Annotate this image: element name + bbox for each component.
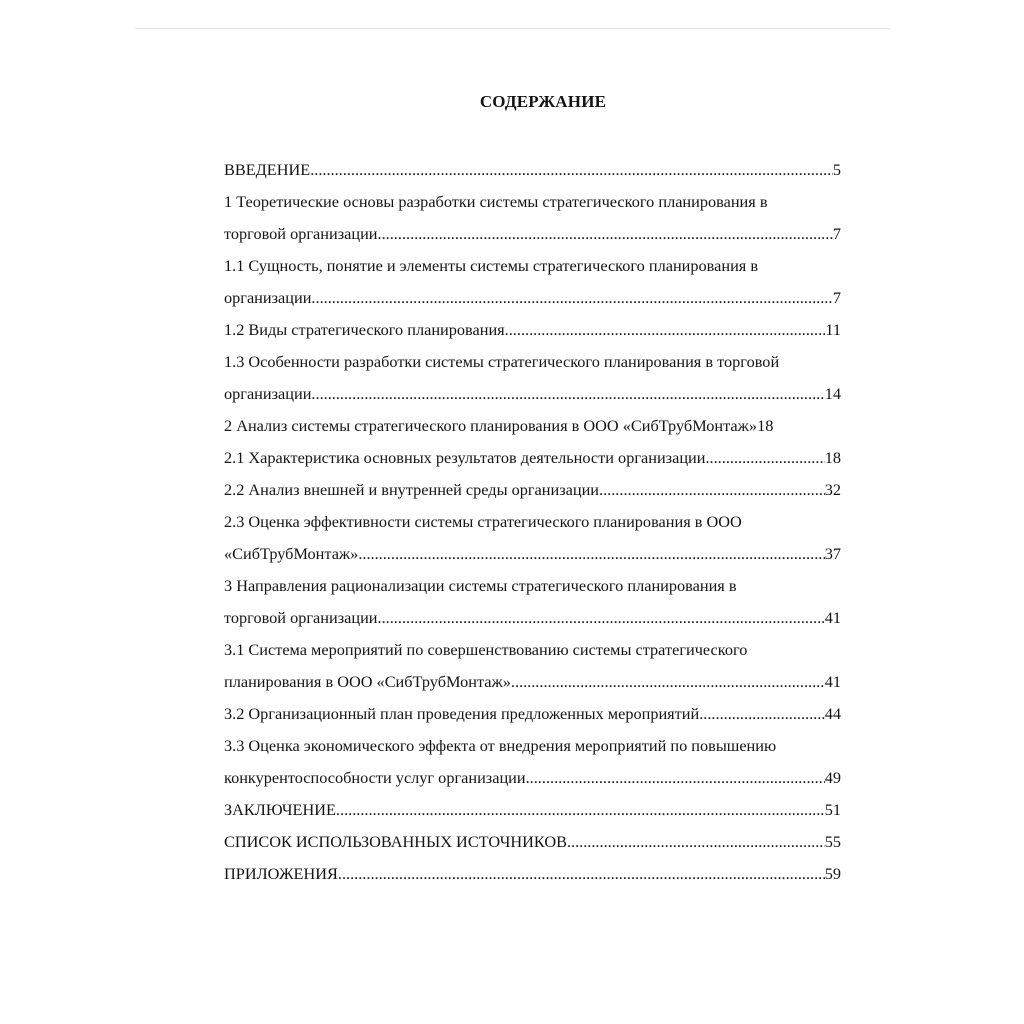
- toc-entry: [224, 378, 841, 410]
- toc-entry-line: 1 Теоретические основы разработки системы стратегического планирования в: [224, 192, 768, 211]
- toc-entry: [224, 442, 841, 474]
- toc-page-number: 11: [825, 320, 841, 339]
- toc-dot-leader: [526, 762, 825, 794]
- toc-entry-title: ЗАКЛЮЧЕНИЕ: [224, 800, 336, 819]
- toc-entry: [224, 698, 841, 730]
- toc-dot-leader: [705, 442, 824, 474]
- toc-page-number: 18: [757, 416, 774, 435]
- toc-entry-line: 3.1 Система мероприятий по совершенствованию системы стратегического: [224, 640, 748, 659]
- toc-entry-title: 2.1 Характеристика основных результатов деятельности организации: [224, 448, 706, 467]
- toc-dot-leader: [599, 474, 825, 506]
- toc-entry-title: планирования в ООО «СибТрубМонтаж»: [224, 672, 511, 691]
- toc-entry-line: 1.1 Сущность, понятие и элементы системы стратегического планирования в: [224, 256, 759, 275]
- toc-dot-leader: [311, 282, 832, 314]
- toc-dot-leader: [310, 154, 833, 186]
- toc-entry: [224, 314, 841, 346]
- toc-entry: [224, 154, 841, 186]
- toc-page-number: 18: [824, 448, 841, 467]
- toc-page-number: 7: [832, 224, 841, 243]
- toc-page-number: 7: [832, 288, 841, 307]
- toc-dot-leader: [511, 666, 825, 698]
- page-top-divider: [135, 28, 890, 29]
- toc-page-number: 14: [824, 384, 841, 403]
- toc-entry-title: «СибТрубМонтаж»: [224, 544, 359, 563]
- toc-page-number: 37: [824, 544, 841, 563]
- toc-page-number: 49: [824, 768, 841, 787]
- toc-entry-title: организации: [224, 384, 312, 403]
- document-title: СОДЕРЖАНИЕ: [479, 92, 607, 111]
- toc-entry-title: торговой организации: [224, 224, 378, 243]
- toc-page-number: 41: [824, 608, 841, 627]
- toc-entry: [224, 762, 841, 794]
- toc-dot-leader: [505, 314, 826, 346]
- toc-entry: [224, 474, 841, 506]
- toc-page-number: 41: [824, 672, 841, 691]
- toc-entry: [224, 666, 841, 698]
- toc-entry-line: 1.3 Особенности разработки системы стратегического планирования в торговой: [224, 352, 780, 371]
- toc-entry-title: торговой организации: [224, 608, 378, 627]
- toc-entry-title: 2 Анализ системы стратегического планирования в ООО «СибТрубМонтаж»: [224, 416, 758, 435]
- toc-entry-title: 3.2 Организационный план проведения предложенных мероприятий: [224, 704, 700, 723]
- toc-dot-leader: [378, 218, 833, 250]
- table-of-contents: [224, 154, 864, 890]
- toc-entry-line: 2.3 Оценка эффективности системы стратегического планирования в ООО: [224, 512, 742, 531]
- toc-dot-leader: [567, 826, 825, 858]
- toc-entry-title: конкурентоспособности услуг организации: [224, 768, 526, 787]
- toc-dot-leader: [311, 378, 824, 410]
- toc-dot-leader: [358, 538, 824, 570]
- toc-entry: [224, 538, 841, 570]
- toc-dot-leader: [338, 858, 825, 890]
- toc-page-number: 59: [824, 864, 841, 883]
- toc-entry-title: ВВЕДЕНИЕ: [224, 160, 311, 179]
- toc-entry-title: ПРИЛОЖЕНИЯ: [224, 864, 338, 883]
- toc-entry-title: организации: [224, 288, 312, 307]
- toc-entry: [224, 218, 841, 250]
- toc-dot-leader: [378, 602, 825, 634]
- toc-entry: [224, 826, 841, 858]
- toc-entry-title: СПИСОК ИСПОЛЬЗОВАННЫХ ИСТОЧНИКОВ: [224, 832, 567, 851]
- toc-page-number: 51: [824, 800, 841, 819]
- toc-entry-title: 1.2 Виды стратегического планирования: [224, 320, 505, 339]
- toc-entry-line: 3 Направления рационализации системы стратегического планирования в: [224, 576, 737, 595]
- toc-page-number: 5: [832, 160, 841, 179]
- toc-page-number: 44: [824, 704, 841, 723]
- toc-entry-title: 2.2 Анализ внешней и внутренней среды организации: [224, 480, 600, 499]
- toc-entry: [224, 602, 841, 634]
- toc-entry: [224, 282, 841, 314]
- toc-entry-line: 3.3 Оценка экономического эффекта от внедрения мероприятий по повышению: [224, 736, 777, 755]
- toc-page-number: 55: [824, 832, 841, 851]
- toc-page-number: 32: [824, 480, 841, 499]
- toc-dot-leader: [336, 794, 825, 826]
- toc-entry: [224, 794, 841, 826]
- toc-entry: [224, 858, 841, 890]
- toc-entry: [224, 410, 841, 442]
- toc-dot-leader: [699, 698, 825, 730]
